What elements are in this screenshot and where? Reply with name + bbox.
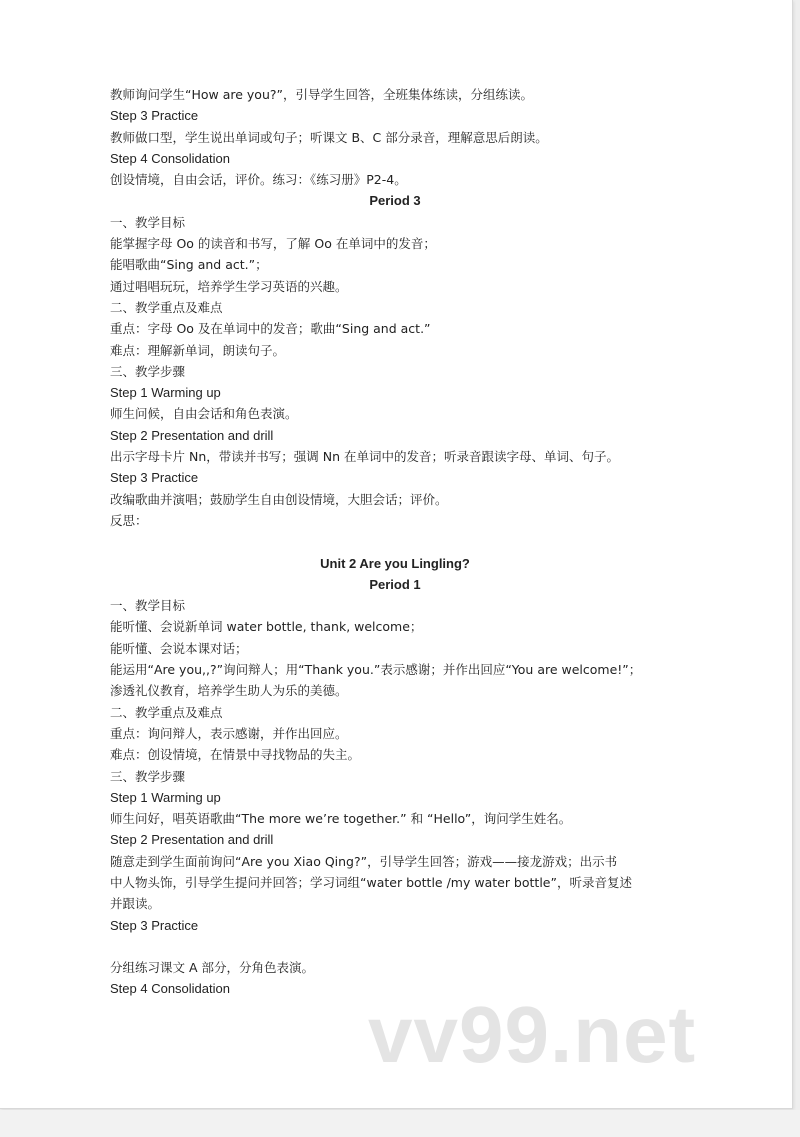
text-line: 创设情境，自由会话，评价。练习：《练习册》P2-4。 <box>110 172 407 188</box>
text-line: 能听懂、会说本课对话； <box>110 640 248 656</box>
text-line: 能掌握字母 Oo 的读音和书写，了解 Oo 在单词中的发音； <box>110 236 436 252</box>
text-line: 能听懂、会说新单词 water bottle, thank, welcome； <box>110 619 423 635</box>
viewer-bottom-bar <box>0 1110 800 1137</box>
text-line: 能运用“Are you,,?”询问辩人；用“Thank you.”表示感谢；并作出回应“You are welcome!”； <box>110 662 642 678</box>
period-heading: Period 1 <box>369 576 421 592</box>
section-heading: 三、教学步骤 <box>110 363 186 379</box>
document-body <box>110 84 710 1000</box>
step-heading: Step 4 Consolidation <box>110 150 230 166</box>
blank-line <box>110 936 710 957</box>
text-line: 师生问好，唱英语歌曲“The more we’re together.” 和 “Hello”，询问学生姓名。 <box>110 811 572 827</box>
step-heading: Step 3 Practice <box>110 108 199 124</box>
section-heading: 一、教学目标 <box>110 598 186 614</box>
step-heading: Step 3 Practice <box>110 470 199 486</box>
text-line: 难点：创设情境，在情景中寻找物品的失主。 <box>110 747 361 763</box>
step-heading: Step 2 Presentation and drill <box>110 427 274 443</box>
text-line: 教师询问学生“How are you?”，引导学生回答，全班集体练读，分组练读。 <box>110 87 533 102</box>
section-heading: 二、教学重点及难点 <box>110 704 223 720</box>
text-line: 重点：字母 Oo 及在单词中的发音；歌曲“Sing and act.” <box>110 321 431 337</box>
step-heading: Step 1 Warming up <box>110 385 221 401</box>
text-line: 分组练习课文 A 部分，分角色表演。 <box>110 960 314 976</box>
text-line: 重点：询问辩人，表示感谢，并作出回应。 <box>110 725 348 741</box>
step-heading: Step 4 Consolidation <box>110 981 230 997</box>
section-heading: 一、教学目标 <box>110 214 186 230</box>
reflection-label: 反思： <box>110 512 148 528</box>
text-line: 出示字母卡片 Nn，带读并书写；强调 Nn 在单词中的发音；听录音跟读字母、单词、句子。 <box>110 449 619 465</box>
text-line: 随意走到学生面前询问“Are you Xiao Qing?”，引导学生回答；游戏——接龙游戏；出示书 <box>110 853 618 869</box>
section-heading: 三、教学步骤 <box>110 768 186 784</box>
section-heading: 二、教学重点及难点 <box>110 299 223 315</box>
watermark: vv99.net <box>368 990 697 1079</box>
text-line: 渗透礼仪教育，培养学生助人为乐的美德。 <box>110 683 348 699</box>
blank-line <box>110 531 710 552</box>
text-line: 并跟读。 <box>110 896 161 912</box>
text-line: 难点：理解新单词，朗读句子。 <box>110 342 286 358</box>
period-heading: Period 3 <box>369 193 421 209</box>
text-line: 教师做口型，学生说出单词或句子；听课文 B、C 部分录音，理解意思后朗读。 <box>110 129 548 145</box>
text-line: 改编歌曲并演唱；鼓励学生自由创设情境，大胆会话；评价。 <box>110 491 448 507</box>
text-line: 中人物头饰，引导学生提问并回答；学习词组“water bottle /my water bottle”，听录音复述 <box>110 874 632 890</box>
text-line: 通过唱唱玩玩，培养学生学习英语的兴趣。 <box>110 278 348 294</box>
step-heading: Step 1 Warming up <box>110 789 221 805</box>
text-line: 师生问候，自由会话和角色表演。 <box>110 406 298 422</box>
text-line: 能唱歌曲“Sing and act.”； <box>110 257 268 273</box>
step-heading: Step 3 Practice <box>110 917 199 933</box>
unit-title: Unit 2 Are you Lingling? <box>320 555 470 571</box>
step-heading: Step 2 Presentation and drill <box>110 832 274 848</box>
